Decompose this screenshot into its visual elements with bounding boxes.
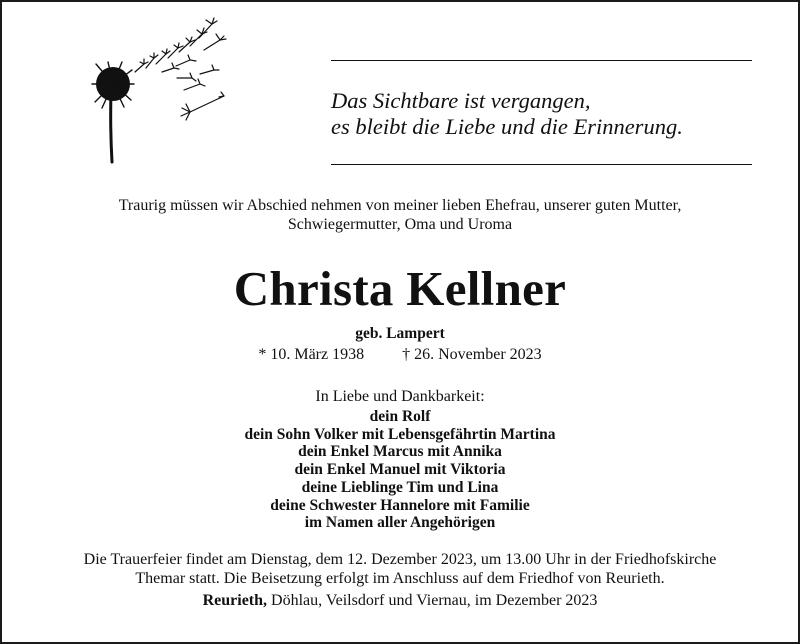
place-rest: Döhlau, Veilsdorf und Viernau, im Dezember 2023 — [267, 592, 598, 609]
ceremony-line-2: Themar statt. Die Beisetzung erfolgt im Anschluss auf dem Friedhof von Reurieth. — [135, 570, 665, 587]
intro-line-2: Schwiegermutter, Oma und Uroma — [287, 216, 513, 233]
mourner-item: deine Lieblinge Tim und Lina — [301, 478, 499, 496]
maiden-name: geb. Lampert — [355, 325, 445, 342]
life-dates — [2, 345, 798, 365]
dandelion-icon — [82, 12, 232, 167]
quote-line-2: es bleibt die Liebe und die Erinnerung. — [331, 114, 683, 139]
mourners-list — [2, 408, 798, 532]
quote-line-1: Das Sichtbare ist vergangen, — [331, 88, 591, 113]
mourner-item: dein Enkel Manuel mit Viktoria — [294, 461, 506, 479]
mourner-item: deine Schwester Hannelore mit Familie — [270, 496, 530, 514]
birth-date: * 10. März 1938 — [258, 346, 365, 363]
intro-line-1: Traurig müssen wir Abschied nehmen von meiner lieben Ehefrau, unserer guten Mutter, — [118, 197, 682, 214]
deceased-name: Christa Kellner — [233, 261, 567, 316]
place-and-date — [2, 591, 798, 611]
top-divider — [331, 60, 752, 61]
place-town: Reurieth, — [202, 592, 268, 609]
mourner-item: dein Rolf — [369, 408, 431, 425]
mourner-item: im Namen aller Angehörigen — [304, 514, 496, 532]
bottom-divider — [331, 164, 752, 165]
ceremony-line-1: Die Trauerfeier findet am Dienstag, dem 12. Dezember 2023, um 13.00 Uhr in der Friedhofskirche — [83, 551, 717, 568]
dedication-line: In Liebe und Dankbarkeit: — [315, 388, 485, 405]
intro-text — [2, 196, 798, 234]
memorial-quote — [331, 88, 761, 140]
mourner-item: dein Sohn Volker mit Lebensgefährtin Martina — [244, 425, 556, 443]
death-date: † 26. November 2023 — [402, 346, 542, 363]
ceremony-info — [2, 550, 798, 588]
mourner-item: dein Enkel Marcus mit Annika — [298, 443, 502, 461]
